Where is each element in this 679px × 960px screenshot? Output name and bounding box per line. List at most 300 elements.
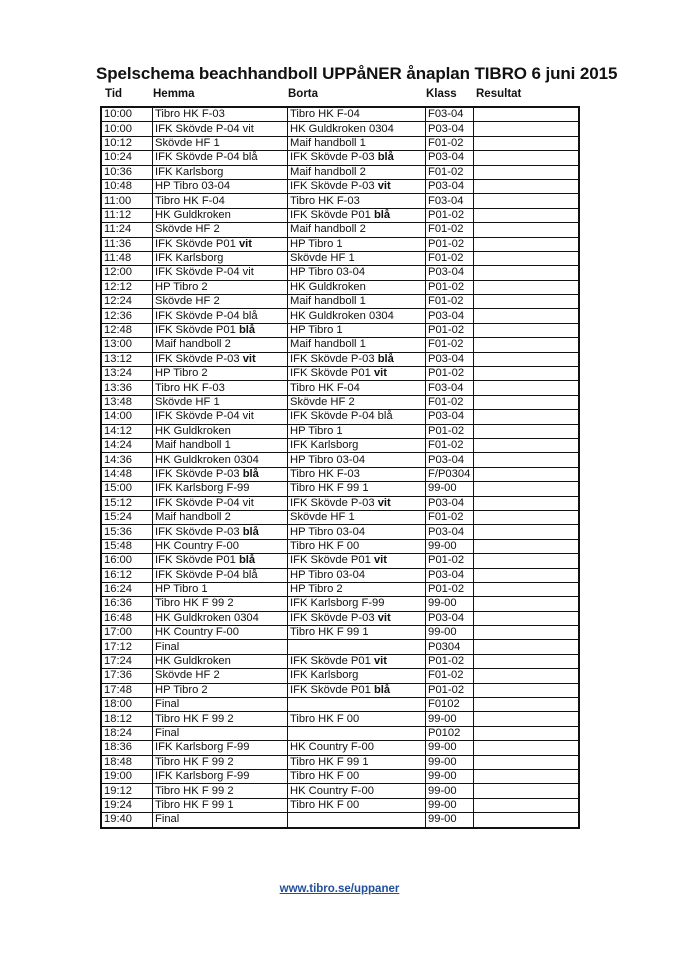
cell-hemma [153, 438, 288, 452]
cell-tid-text: 13:12 [104, 352, 132, 365]
cell-resultat[interactable] [474, 726, 580, 740]
cell-resultat[interactable] [474, 611, 580, 625]
cell-tid [101, 295, 153, 309]
cell-borta [288, 266, 426, 280]
cell-hemma-text: IFK Skövde P-04 vit [155, 496, 254, 509]
table-row [101, 669, 579, 683]
cell-borta [288, 453, 426, 467]
cell-klass [426, 554, 474, 568]
cell-resultat[interactable] [474, 237, 580, 251]
cell-klass [426, 367, 474, 381]
cell-hemma [153, 698, 288, 712]
cell-hemma-text: HP Tibro 2 [155, 683, 208, 696]
cell-borta-color-tag: vit [373, 554, 388, 567]
cell-borta [288, 395, 426, 409]
cell-borta [288, 251, 426, 265]
cell-hemma-color-tag: blå [242, 467, 259, 480]
cell-tid-text: 11:24 [104, 223, 132, 236]
cell-resultat[interactable] [474, 640, 580, 654]
cell-resultat[interactable] [474, 381, 580, 395]
table-row [101, 251, 579, 265]
cell-hemma [153, 453, 288, 467]
table-row [101, 395, 579, 409]
cell-hemma-text: HK Guldkroken [155, 424, 231, 437]
cell-hemma-text: IFK Karlsborg F-99 [155, 770, 250, 783]
footer-link[interactable]: www.tibro.se/uppaner [279, 883, 400, 895]
cell-borta-text: HK Country F-00 [290, 784, 374, 797]
cell-hemma-text: Final [155, 726, 180, 739]
cell-hemma-text: Tibro HK F 99 2 [155, 712, 234, 725]
cell-borta [288, 338, 426, 352]
cell-borta-color-tag: blå [377, 151, 394, 164]
cell-hemma [153, 539, 288, 553]
cell-hemma-text: IFK Skövde P-03 [155, 525, 243, 538]
cell-klass [426, 136, 474, 150]
cell-tid [101, 338, 153, 352]
cell-klass-text: 99-00 [428, 482, 457, 495]
cell-klass-text: F01-02 [428, 439, 464, 452]
cell-klass-text: P01-02 [428, 583, 465, 596]
cell-borta [288, 165, 426, 179]
cell-resultat[interactable] [474, 626, 580, 640]
cell-hemma [153, 223, 288, 237]
cell-tid-text: 11:36 [104, 237, 132, 250]
cell-borta-text: IFK Skövde P01 [290, 655, 374, 668]
cell-tid-text: 18:24 [104, 726, 132, 739]
cell-hemma [153, 784, 288, 798]
cell-tid-text: 18:00 [104, 698, 132, 711]
table-row [101, 367, 579, 381]
cell-resultat[interactable] [474, 208, 580, 222]
cell-borta-text: Maif handboll 2 [290, 165, 366, 178]
cell-tid-text: 10:00 [104, 122, 132, 135]
cell-hemma [153, 640, 288, 654]
cell-hemma-text: Maif handboll 2 [155, 338, 231, 351]
cell-tid-text: 15:12 [104, 496, 132, 509]
cell-tid [101, 784, 153, 798]
cell-borta-text: Skövde HF 1 [290, 511, 355, 524]
cell-tid-text: 17:48 [104, 683, 132, 696]
cell-tid [101, 712, 153, 726]
cell-borta-text: HP Tibro 1 [290, 424, 343, 437]
cell-tid [101, 323, 153, 337]
cell-tid [101, 453, 153, 467]
cell-hemma [153, 424, 288, 438]
cell-hemma-text: HK Guldkroken 0304 [155, 611, 259, 624]
cell-resultat[interactable] [474, 122, 580, 136]
cell-resultat[interactable] [474, 395, 580, 409]
cell-tid-text: 10:36 [104, 165, 132, 178]
cell-klass [426, 266, 474, 280]
cell-resultat[interactable] [474, 582, 580, 596]
cell-resultat[interactable] [474, 554, 580, 568]
cell-borta-color-tag: vit [373, 655, 388, 668]
cell-klass-text: P03-04 [428, 410, 465, 423]
cell-resultat[interactable] [474, 755, 580, 769]
cell-resultat[interactable] [474, 482, 580, 496]
table-row [101, 539, 579, 553]
cell-klass [426, 179, 474, 193]
cell-tid [101, 352, 153, 366]
cell-resultat[interactable] [474, 539, 580, 553]
cell-hemma [153, 194, 288, 208]
cell-borta-text: IFK Skövde P-03 [290, 611, 378, 624]
cell-hemma-text: HK Guldkroken [155, 208, 231, 221]
cell-hemma-text: IFK Skövde P-03 [155, 352, 243, 365]
cell-borta [288, 136, 426, 150]
cell-borta-text: Maif handboll 1 [290, 295, 366, 308]
cell-borta [288, 496, 426, 510]
cell-klass-text: P01-02 [428, 237, 465, 250]
cell-tid [101, 510, 153, 524]
cell-borta-text: IFK Karlsborg [290, 669, 359, 682]
cell-resultat[interactable] [474, 280, 580, 294]
cell-klass [426, 410, 474, 424]
cell-resultat[interactable] [474, 309, 580, 323]
cell-resultat[interactable] [474, 813, 580, 828]
cell-tid-text: 19:12 [104, 784, 132, 797]
cell-resultat[interactable] [474, 597, 580, 611]
cell-hemma-text: HK Guldkroken [155, 655, 231, 668]
cell-borta-text: HK Guldkroken [290, 280, 366, 293]
cell-resultat[interactable] [474, 194, 580, 208]
cell-borta-text: Tibro HK F 99 1 [290, 482, 369, 495]
cell-resultat[interactable] [474, 698, 580, 712]
cell-resultat[interactable] [474, 712, 580, 726]
table-row [101, 165, 579, 179]
cell-borta [288, 741, 426, 755]
table-row [101, 438, 579, 452]
table-row [101, 510, 579, 524]
cell-resultat[interactable] [474, 367, 580, 381]
table-row [101, 237, 579, 251]
cell-klass-text: P03-04 [428, 180, 465, 193]
cell-klass [426, 438, 474, 452]
cell-tid-text: 14:12 [104, 424, 132, 437]
cell-hemma [153, 726, 288, 740]
cell-klass [426, 467, 474, 481]
cell-borta-text: IFK Skövde P-03 [290, 151, 378, 164]
cell-klass [426, 338, 474, 352]
cell-borta-text: IFK Skövde P-04 blå [290, 410, 393, 423]
table-row [101, 410, 579, 424]
cell-borta [288, 726, 426, 740]
cell-borta [288, 309, 426, 323]
cell-klass [426, 295, 474, 309]
cell-tid [101, 223, 153, 237]
cell-resultat[interactable] [474, 136, 580, 150]
table-row [101, 654, 579, 668]
cell-hemma [153, 107, 288, 122]
cell-borta [288, 223, 426, 237]
cell-tid [101, 107, 153, 122]
cell-klass-text: F03-04 [428, 194, 464, 207]
table-row [101, 683, 579, 697]
cell-hemma-text: HK Guldkroken 0304 [155, 453, 259, 466]
table-row [101, 597, 579, 611]
header-resultat: Resultat [476, 88, 522, 100]
cell-klass-text: P03-04 [428, 611, 465, 624]
cell-klass [426, 611, 474, 625]
cell-borta [288, 295, 426, 309]
table-row [101, 568, 579, 582]
cell-hemma [153, 669, 288, 683]
cell-resultat[interactable] [474, 266, 580, 280]
cell-hemma-text: IFK Skövde P-04 vit [155, 122, 254, 135]
table-row [101, 798, 579, 812]
cell-tid [101, 395, 153, 409]
cell-hemma-text: IFK Karlsborg F-99 [155, 741, 250, 754]
cell-klass [426, 165, 474, 179]
cell-klass-text: F0102 [428, 698, 460, 711]
cell-tid [101, 741, 153, 755]
cell-hemma [153, 237, 288, 251]
cell-hemma-text: IFK Karlsborg [155, 165, 224, 178]
cell-hemma [153, 136, 288, 150]
cell-borta [288, 179, 426, 193]
cell-klass-text: 99-00 [428, 755, 457, 768]
table-row [101, 496, 579, 510]
cell-klass-text: P01-02 [428, 683, 465, 696]
cell-borta [288, 208, 426, 222]
cell-klass [426, 453, 474, 467]
cell-hemma [153, 611, 288, 625]
cell-tid-text: 18:12 [104, 712, 132, 725]
cell-borta-color-tag: vit [373, 367, 388, 380]
cell-resultat[interactable] [474, 251, 580, 265]
cell-borta [288, 640, 426, 654]
cell-klass-text: F03-04 [428, 108, 464, 121]
table-row [101, 194, 579, 208]
cell-borta-text: Tibro HK F 00 [290, 798, 360, 811]
cell-hemma-text: IFK Skövde P-03 [155, 467, 243, 480]
cell-borta [288, 482, 426, 496]
cell-tid [101, 280, 153, 294]
cell-klass-text: F03-04 [428, 381, 464, 394]
cell-klass-text: P03-04 [428, 151, 465, 164]
cell-hemma [153, 338, 288, 352]
cell-borta-text: Maif handboll 1 [290, 136, 366, 149]
cell-borta-text: HP Tibro 03-04 [290, 266, 366, 279]
cell-borta-color-tag: blå [373, 208, 391, 221]
cell-borta [288, 539, 426, 553]
cell-resultat[interactable] [474, 798, 580, 812]
cell-hemma-text: Skövde HF 1 [155, 396, 220, 408]
cell-resultat[interactable] [474, 453, 580, 467]
table-row [101, 338, 579, 352]
cell-klass-text: 99-00 [428, 626, 457, 639]
cell-tid [101, 669, 153, 683]
cell-borta-color-tag: vit [377, 496, 391, 509]
cell-klass-text: F01-02 [428, 295, 464, 308]
cell-klass [426, 323, 474, 337]
cell-borta [288, 712, 426, 726]
cell-klass [426, 769, 474, 783]
cell-resultat[interactable] [474, 424, 580, 438]
cell-hemma [153, 496, 288, 510]
cell-hemma-text: Tibro HK F-04 [155, 194, 225, 207]
cell-tid-text: 10:00 [104, 108, 132, 121]
cell-klass-text: 99-00 [428, 539, 457, 552]
cell-resultat[interactable] [474, 323, 580, 337]
cell-hemma [153, 381, 288, 395]
cell-borta [288, 352, 426, 366]
cell-tid-text: 14:24 [104, 439, 132, 452]
cell-klass-text: P0304 [428, 640, 461, 653]
cell-hemma-text: IFK Skövde P01 [155, 237, 239, 250]
cell-resultat[interactable] [474, 654, 580, 668]
cell-klass-text: F01-02 [428, 136, 464, 149]
cell-tid [101, 683, 153, 697]
cell-klass [426, 309, 474, 323]
cell-resultat[interactable] [474, 151, 580, 165]
cell-tid-text: 14:36 [104, 453, 132, 466]
cell-hemma-text: IFK Skövde P01 [155, 554, 239, 567]
table-row [101, 453, 579, 467]
cell-klass-text: P01-02 [428, 208, 465, 221]
cell-hemma [153, 712, 288, 726]
table-row [101, 266, 579, 280]
cell-tid-text: 15:00 [104, 482, 132, 495]
cell-hemma [153, 367, 288, 381]
table-row [101, 726, 579, 740]
cell-borta [288, 107, 426, 122]
cell-tid-text: 19:00 [104, 770, 132, 783]
cell-hemma-color-tag: vit [242, 352, 256, 365]
cell-resultat[interactable] [474, 496, 580, 510]
cell-borta-text: HP Tibro 03-04 [290, 525, 366, 538]
table-row [101, 741, 579, 755]
cell-hemma-text: Skövde HF 1 [155, 136, 220, 149]
cell-borta-text: Tibro HK F 00 [290, 712, 360, 725]
cell-hemma-text: HP Tibro 2 [155, 280, 208, 293]
table-row [101, 151, 579, 165]
cell-hemma [153, 741, 288, 755]
cell-hemma [153, 122, 288, 136]
cell-borta-color-tag: vit [377, 611, 391, 624]
cell-tid-text: 14:48 [104, 467, 132, 480]
cell-klass-text: F/P0304 [428, 467, 471, 480]
cell-klass-text: P03-04 [428, 568, 465, 581]
cell-borta [288, 510, 426, 524]
cell-borta [288, 568, 426, 582]
cell-borta [288, 525, 426, 539]
cell-resultat[interactable] [474, 223, 580, 237]
cell-klass-text: P01-02 [428, 324, 465, 337]
cell-tid-text: 16:12 [104, 568, 132, 581]
cell-resultat[interactable] [474, 510, 580, 524]
cell-resultat[interactable] [474, 769, 580, 783]
cell-tid-text: 12:36 [104, 309, 132, 322]
cell-klass-text: P03-04 [428, 309, 465, 322]
cell-borta [288, 784, 426, 798]
cell-resultat[interactable] [474, 165, 580, 179]
table-row [101, 223, 579, 237]
cell-tid-text: 11:00 [104, 194, 132, 207]
cell-hemma-color-tag: blå [242, 525, 259, 538]
cell-hemma [153, 295, 288, 309]
cell-borta [288, 669, 426, 683]
cell-tid [101, 611, 153, 625]
cell-resultat[interactable] [474, 338, 580, 352]
cell-borta-text: Tibro HK F 99 1 [290, 626, 369, 639]
table-row [101, 784, 579, 798]
table-row [101, 107, 579, 122]
cell-resultat[interactable] [474, 107, 580, 122]
cell-borta-text: Tibro HK F 00 [290, 539, 360, 552]
cell-tid [101, 165, 153, 179]
cell-borta [288, 683, 426, 697]
cell-tid-text: 17:00 [104, 626, 132, 639]
cell-tid [101, 755, 153, 769]
cell-tid [101, 698, 153, 712]
cell-klass [426, 525, 474, 539]
cell-tid-text: 18:36 [104, 741, 132, 754]
cell-tid-text: 15:48 [104, 539, 132, 552]
cell-klass-text: 99-00 [428, 784, 457, 797]
cell-tid [101, 496, 153, 510]
cell-resultat[interactable] [474, 669, 580, 683]
cell-resultat[interactable] [474, 410, 580, 424]
cell-tid [101, 179, 153, 193]
cell-resultat[interactable] [474, 683, 580, 697]
cell-resultat[interactable] [474, 525, 580, 539]
cell-borta-text: Tibro HK F 99 1 [290, 755, 369, 768]
cell-klass [426, 107, 474, 122]
cell-klass-text: F01-02 [428, 511, 464, 524]
cell-klass [426, 122, 474, 136]
cell-hemma [153, 266, 288, 280]
cell-borta [288, 611, 426, 625]
cell-klass-text: P01-02 [428, 367, 465, 380]
cell-hemma-text: HK Country F-00 [155, 539, 239, 552]
cell-resultat[interactable] [474, 784, 580, 798]
cell-klass-text: P03-04 [428, 352, 465, 365]
cell-klass [426, 568, 474, 582]
cell-resultat[interactable] [474, 295, 580, 309]
cell-resultat[interactable] [474, 438, 580, 452]
cell-tid [101, 626, 153, 640]
cell-borta-text: Tibro HK F 00 [290, 770, 360, 783]
cell-tid [101, 266, 153, 280]
cell-borta-text: HK Country F-00 [290, 741, 374, 754]
cell-tid [101, 410, 153, 424]
cell-klass [426, 712, 474, 726]
cell-tid-text: 10:48 [104, 180, 132, 193]
schedule-table [100, 106, 580, 829]
cell-klass [426, 640, 474, 654]
cell-klass [426, 194, 474, 208]
cell-resultat[interactable] [474, 179, 580, 193]
cell-klass-text: 99-00 [428, 770, 457, 783]
cell-tid [101, 367, 153, 381]
cell-resultat[interactable] [474, 741, 580, 755]
cell-resultat[interactable] [474, 352, 580, 366]
cell-klass-text: P03-04 [428, 122, 465, 135]
cell-klass [426, 741, 474, 755]
cell-resultat[interactable] [474, 467, 580, 481]
table-row [101, 208, 579, 222]
cell-tid [101, 467, 153, 481]
cell-borta [288, 698, 426, 712]
cell-tid [101, 136, 153, 150]
cell-borta-color-tag: blå [373, 683, 391, 696]
cell-hemma [153, 597, 288, 611]
cell-resultat[interactable] [474, 568, 580, 582]
cell-tid [101, 769, 153, 783]
cell-tid-text: 12:00 [104, 266, 132, 279]
cell-hemma [153, 165, 288, 179]
